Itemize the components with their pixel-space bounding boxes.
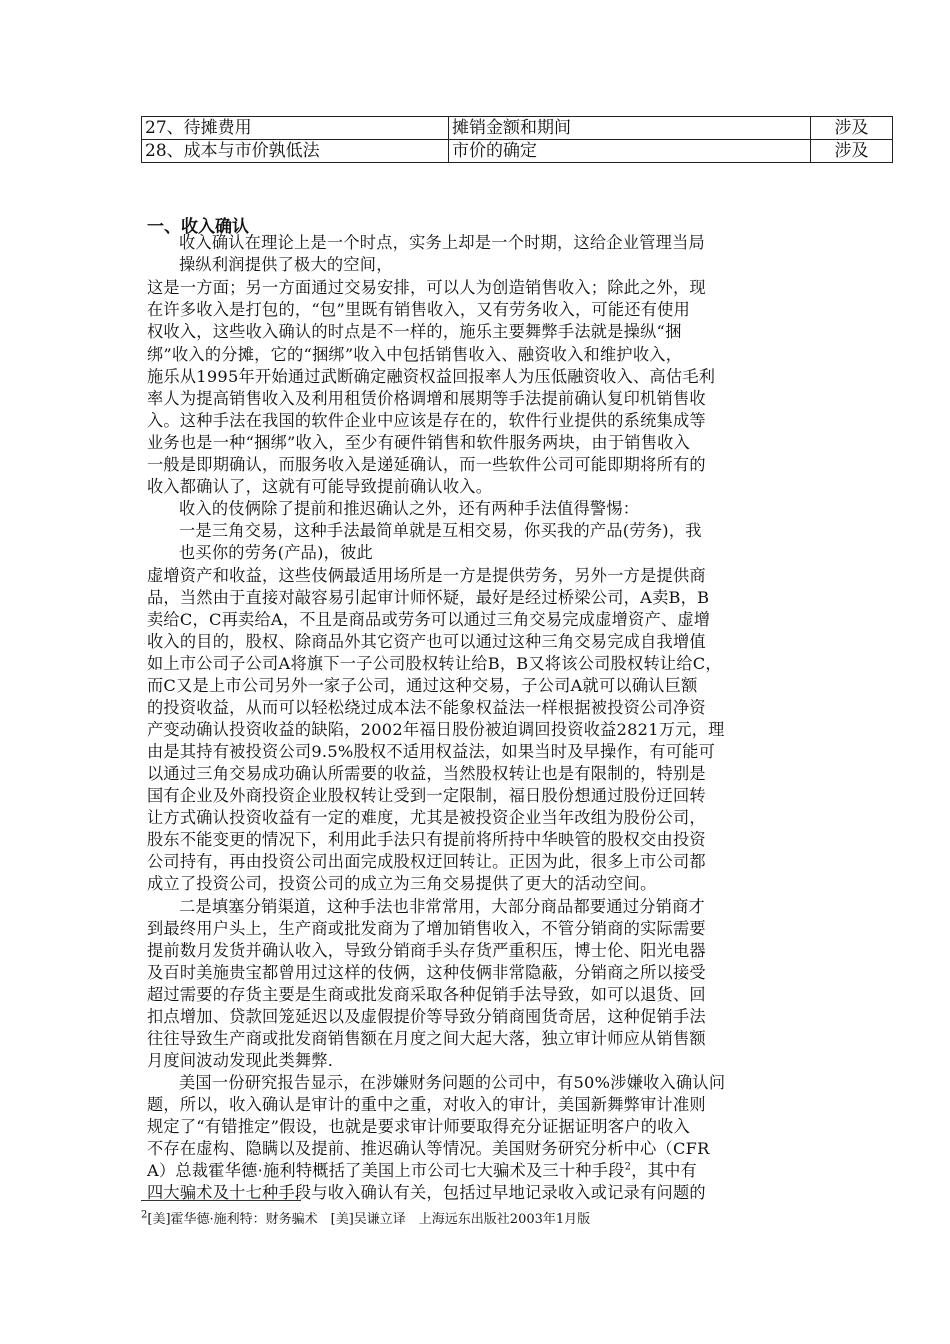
footnote	[141, 1208, 590, 1227]
table-cell-status: 涉及	[811, 140, 893, 163]
text-line: 一般是即期确认，而服务收入是递延确认，而一些软件公司可能即期将所有的	[147, 455, 706, 474]
text-line: 四大骗术及十七种手段与收入确认有关，包括过早地记录收入或记录有问题的	[147, 1183, 706, 1202]
text-line: 由是其持有被投资公司9.5%股权不适用权益法，如果当时及早操作，有可能可	[147, 742, 716, 761]
section-heading: 一、收入确认	[147, 217, 249, 237]
text-line: 入。这种手法在我国的软件企业中应该是存在的，软件行业提供的系统集成等	[147, 411, 706, 430]
text-line: 月度间波动发现此类舞弊.	[147, 1051, 334, 1070]
text-line: 不存在虚构、隐瞒以及提前、推迟确认等情况。美国财务研究分析中心（CFR	[147, 1139, 710, 1158]
text-line: 股东不能变更的情况下，利用此手法只有提前将所持中华映管的股权交由投资	[147, 830, 706, 849]
table-row	[142, 117, 893, 140]
text-line: 收入的目的，股权、除商品外其它资产也可以通过这种三角交易完成自我增值	[147, 632, 706, 651]
table-cell-focus: 摊销金额和期间	[449, 117, 811, 140]
text-line: 收入的伎俩除了提前和推迟确认之外，还有两种手法值得警惕：	[179, 499, 640, 518]
text-line: 提前数月发货并确认收入，导致分销商手头存货严重积压，博士伦、阳光电器	[147, 941, 706, 960]
table-cell-focus: 市价的确定	[449, 140, 811, 163]
text-segment: A）总裁霍华德·施利特概括了美国上市公司七大骗术及三十种手段	[147, 1161, 625, 1180]
text-line: 往往导致生产商或批发商销售额在月度之间大起大落，独立审计师应从销售额	[147, 1029, 706, 1048]
text-line	[147, 1160, 697, 1182]
footnote-text: [美]霍华德·施利特：财务骗术 [美]吴谦立译 上海远东出版社2003年1月版	[147, 1212, 591, 1227]
text-line: 规定了“有错推定”假设，也就是要求审计师要取得充分证据证明客户的收入	[147, 1117, 691, 1136]
text-line: 及百时美施贵宝都曾用过这样的伎俩，这种伎俩非常隐蔽，分销商之所以接受	[147, 963, 706, 982]
footnote-divider	[141, 1200, 301, 1201]
table-cell-item: 27、待摊费用	[142, 117, 449, 140]
text-line: 到最终用户头上，生产商或批发商为了增加销售收入，不管分销商的实际需要	[147, 919, 706, 938]
text-line: 产变动确认投资收益的缺陷，2002年福日股份被迫调回投资收益2821万元，理	[147, 720, 725, 739]
text-segment: ，其中有	[631, 1161, 697, 1180]
text-line: 这是一方面；另一方面通过交易安排，可以人为创造销售收入；除此之外，现	[147, 278, 706, 297]
text-line: 一是三角交易，这种手法最简单就是互相交易，你买我的产品(劳务)，我	[179, 521, 702, 540]
table-cell-status: 涉及	[811, 117, 893, 140]
text-line: 二是填塞分销渠道，这种手法也非常常用，大部分商品都要通过分销商才	[179, 897, 705, 916]
text-line: 绑”收入的分摊，它的“捆绑”收入中包括销售收入、融资收入和维护收入，	[147, 345, 683, 364]
text-line: 在许多收入是打包的，“包”里既有销售收入，又有劳务收入，可能还有使用	[147, 300, 691, 319]
table-cell-item: 28、成本与市价孰低法	[142, 140, 449, 163]
text-line: 业务也是一种“捆绑”收入，至少有硬件销售和软件服务两块，由于销售收入	[147, 433, 691, 452]
text-line: 公司持有，再由投资公司出面完成股权迂回转让。正因为此，很多上市公司都	[147, 852, 706, 871]
text-line: 以通过三角交易成功确认所需要的收益，当然股权转让也是有限制的，特别是	[147, 764, 706, 783]
audit-risk-table	[141, 116, 893, 163]
text-line: 虚增资产和收益，这些伎俩最适用场所是一方是提供劳务，另外一方是提供商	[147, 566, 706, 585]
text-line: 国有企业及外商投资企业股权转让受到一定限制，福日股份想通过股份迂回转	[147, 786, 706, 805]
text-line: 扣点增加、贷款回笼延迟以及虚假提价等导致分销商囤货奇居，这种促销手法	[147, 1007, 706, 1026]
text-line: 美国一份研究报告显示，在涉嫌财务问题的公司中，有50%涉嫌收入确认问	[179, 1073, 726, 1092]
footnote-reference: 2	[624, 1161, 632, 1173]
table-row	[142, 140, 893, 163]
text-line: 让方式确认投资收益有一定的难度，尤其是被投资企业当年改组为股份公司，	[147, 808, 706, 827]
text-line: 也买你的劳务(产品)，彼此	[179, 543, 373, 562]
text-line: 收入都确认了，这就有可能导致提前确认收入。	[147, 477, 493, 496]
text-line: 的投资收益，从而可以轻松绕过成本法不能象权益法一样根据被投资公司净资	[147, 698, 706, 717]
footnote-mark: 2	[141, 1209, 148, 1221]
text-line: 施乐从1995年开始通过武断确定融资权益回报率人为压低融资收入、高估毛利	[147, 367, 716, 386]
text-line: 品，当然由于直接对敲容易引起审计师怀疑，最好是经过桥梁公司，A卖B，B	[147, 588, 710, 607]
text-line: 如上市公司子公司A将旗下一子公司股权转让给B，B又将该公司股权转让给C，	[147, 654, 722, 673]
text-line: 率人为提高销售收入及利用租赁价格调增和展期等手法提前确认复印机销售收	[147, 389, 706, 408]
text-line: 超过需要的存货主要是生商或批发商采取各种促销手法导致，如可以退货、回	[147, 985, 706, 1004]
text-line: 收入确认在理论上是一个时点，实务上却是一个时期，这给企业管理当局	[179, 233, 705, 252]
text-line: 而C又是上市公司另外一家子公司，通过这种交易，子公司A就可以确认巨额	[147, 676, 698, 695]
text-line: 题，所以，收入确认是审计的重中之重，对收入的审计，美国新舞弊审计准则	[147, 1095, 706, 1114]
text-line: 权收入，这些收入确认的时点是不一样的，施乐主要舞弊手法就是操纵“捆	[147, 322, 682, 341]
text-line: 成立了投资公司，投资公司的成立为三角交易提供了更大的活动空间。	[147, 874, 657, 893]
text-line: 卖给C，C再卖给A，不且是商品或劳务可以通过三角交易完成虚增资产、虚增	[147, 610, 711, 629]
text-line: 操纵利润提供了极大的空间，	[179, 255, 393, 274]
